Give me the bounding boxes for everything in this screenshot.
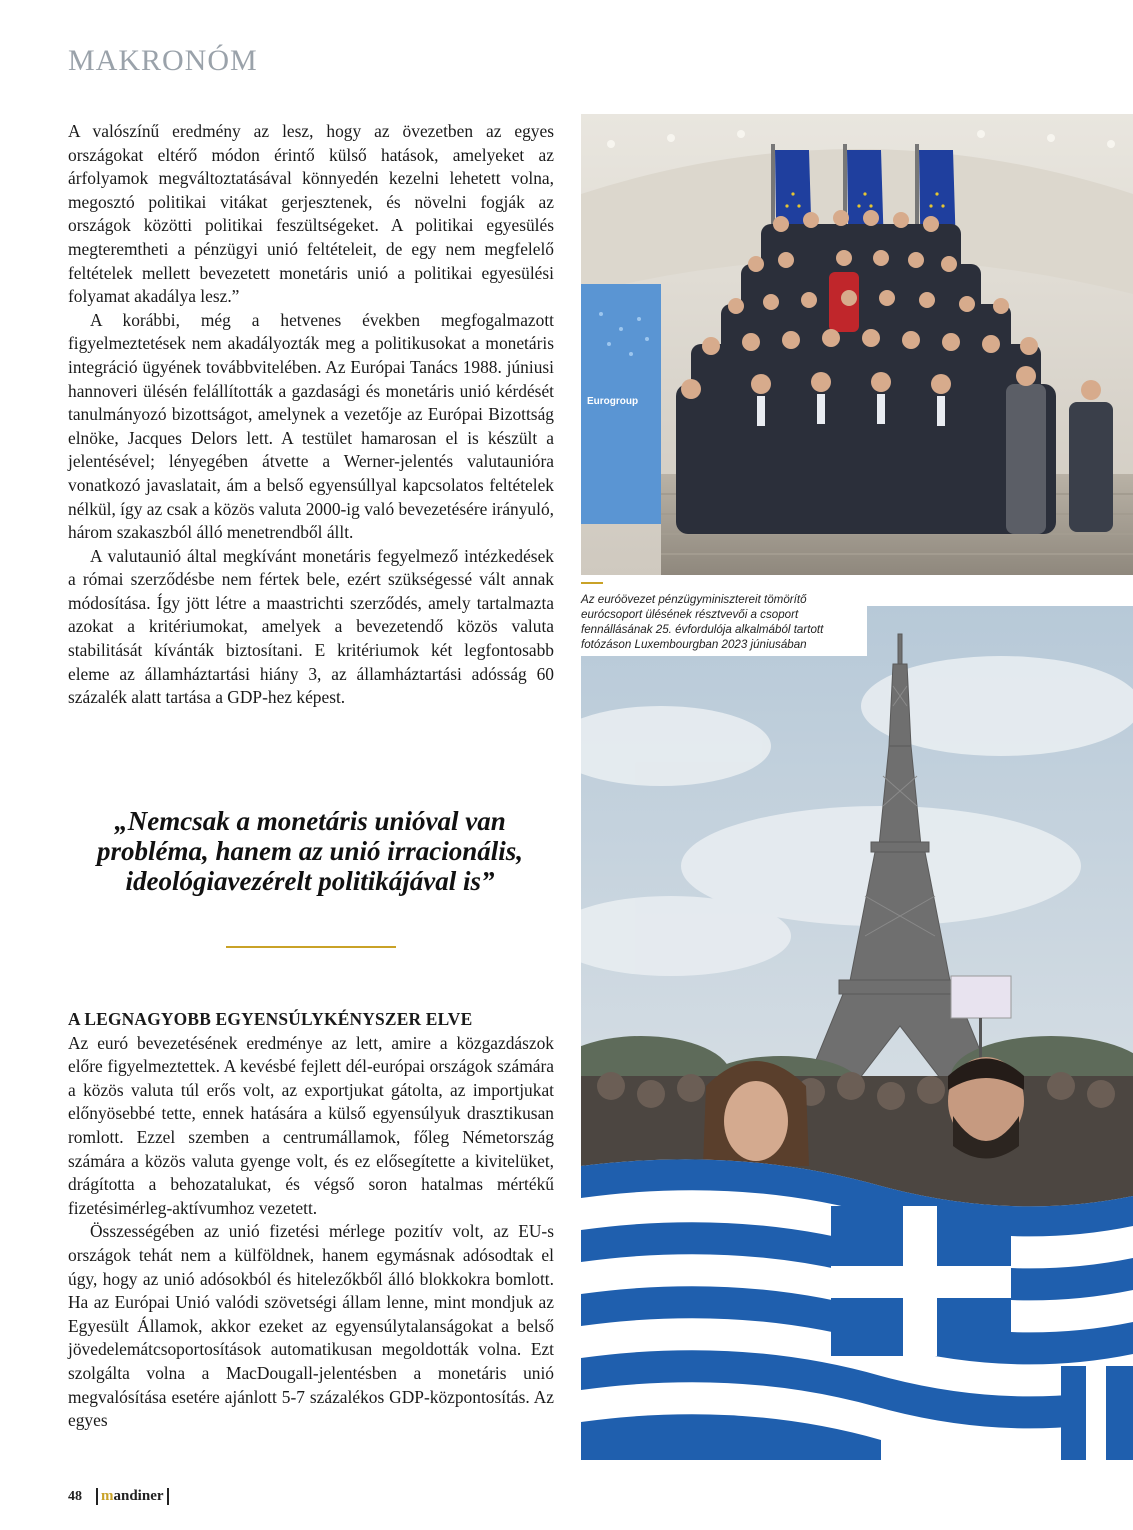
pull-quote-rule: [226, 946, 396, 948]
photo-caption: Az euróövezet pénzügyminisztereit tömörítő eurócsoport ülésének résztvevői a csoport fennállásának 25. évfordulója alkalmából tartott fotózáson Luxembourgban 2023 júniusában: [581, 590, 867, 656]
brand-logo-rest: andiner: [113, 1488, 164, 1504]
brand-logo-initial: m: [101, 1488, 114, 1504]
caption-rule: [581, 582, 603, 584]
eiffel-protest-photo: [581, 606, 1133, 1460]
paragraph: A korábbi, még a hetvenes években megfogalmazott figyelmeztetések nem akadályozták meg a politikusokat a monetáris integráció ügyének továbbvitelében. Az Európai Tanács 1988. júniusi hannoveri ülésén felállították a gazdasági és monetáris unió kérdését tanulmányozó bizottságot, amelynek a vezetője az Európai Bizottság elnöke, Jacques Delors lett. A testület hamarosan el is készült a jelentésével; lényegében átvette a Werner-jelentés valutaunióra vonatkozó javaslatait, ám a belső egyensúllyal kapcsolatos feltételek nélkül, így az csak a közös valuta 2000-ig való bevezetésére irányuló, három szakaszból álló menetrendből állt.: [68, 309, 554, 543]
paragraph: A valószínű eredmény az lesz, hogy az övezetben az egyes országokat eltérő módon érintő külső hatások, amelyeket az árfolyamok megváltoztatásával könnyedén kezelni lehetett volna, megosztó politikai vitákat gerjesztenek, és növelni fogják az országok közötti politikai feszültségeket. A politikai egyesülés megteremtheti a pénzügyi unió feltételeit, de egy nem megfelelő feltételek mellett bevezetett monetáris unió a politikai egyesülési folyamat akadálya lesz.”: [68, 121, 554, 307]
page-footer: [68, 1488, 169, 1505]
eurogroup-photo-illustration: [581, 114, 1133, 575]
eiffel-protest-illustration: [581, 606, 1133, 1460]
page-number: 48: [68, 1488, 82, 1504]
paragraph: A valutaunió által megkívánt monetáris fegyelmező intézkedések a római szerződésbe nem fértek bele, ezért szükségessé vált annak módosítása. Így jött létre a maastrichti szerződés, amely tartalmazta azokat a kritériumokat, amelyek a bevezetendő közös valuta stabilitását kívánták biztosítani. E kritériumok két legfontosabb eleme az államháztartási hiány 3, az államháztartási adósság 60 százalék alatt tartása a GDP-hez képest.: [68, 545, 554, 708]
pull-quote: „Nemcsak a monetáris unióval van probléma, hanem az unió irracionális, ideológiavezérelt politikájával is”: [96, 806, 524, 896]
article-column-top: [68, 120, 554, 710]
paragraph: Összességében az unió fizetési mérlege pozitív volt, az EU-s országok tehát nem a külföldnek, hanem egymásnak adósodtak el úgy, hogy az unió adósokból és hitelezőkből álló blokkokra bomlott. Ha az Európai Unió valódi szövetségi állam lenne, mint mondjuk az Egyesült Államok, akkor ezeket az egyensúlytalanságokat a belső jövedelemátcsoportosítások automatikusan megoldották volna. Ezt szolgálta volna a MacDougall-jelentésben a monetáris unió megvalósítása esetére ajánlott 5-7 százalékos GDP-központosítás. Az egyes: [68, 1221, 554, 1431]
subheading: A LEGNAGYOBB EGYENSÚLYKÉNYSZER ELVE: [68, 1009, 473, 1029]
eurogroup-sign: Eurogroup: [587, 396, 639, 407]
brand-logo: [96, 1488, 169, 1505]
eurogroup-photo: [581, 114, 1133, 575]
section-title: MAKRONÓM: [68, 44, 258, 77]
paragraph: Az euró bevezetésének eredménye az lett, amire a közgazdászok előre figyelmeztettek. A kevésbé fejlett dél-európai országok számára a közös valuta túl erős volt, az exportjukat gátolta, az importjukat előnyösebbé tette, ennek hatására a külső egyensúlyuk drasztikusan romlott. Ezzel szemben a centrumállamok, főleg Németország számára a közös valuta gyenge volt, és ez elősegítette a kivitelüket, drágította a behozatalukat, és végső soron hatalmas mértékű fizetésimérleg-aktívumhoz vezetett.: [68, 1032, 554, 1218]
article-column-bottom: [68, 1008, 554, 1433]
